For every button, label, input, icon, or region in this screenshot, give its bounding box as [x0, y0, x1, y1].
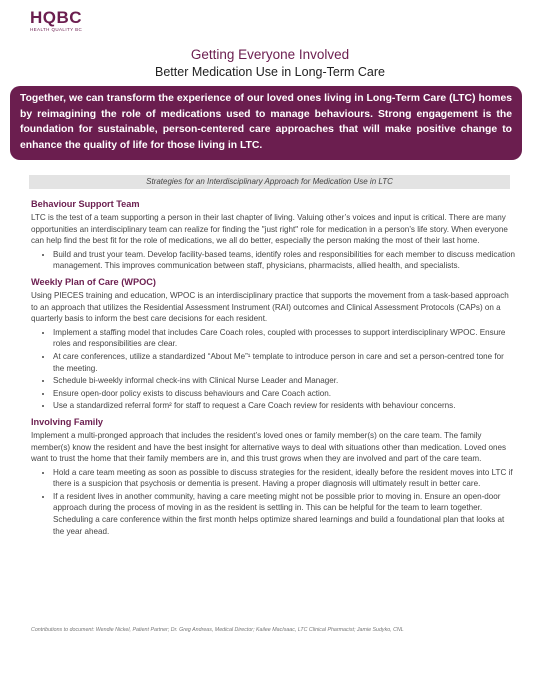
banner-text: Together, we can transform the experience of our loved ones living in Long-Term Care (LTC) homes by reimagining the role of medications used to manage behaviours. Strong engagement is the foundation for sustainable, person-centered care approaches that will make positive change to enhance the quality of life for those living in LTC.	[20, 93, 512, 151]
contributors-note: Contributions to document: Wendie Nickel, Patient Partner; Dr. Greg Andreas, Medical Director; Kailee MacIsaac, LTC Clinical Pharmacist; Jamie Sudyko, CNL	[31, 627, 404, 633]
list-item: • At care conferences, utilize a standardized “About Me”¹ template to introduce person in care and set a person-centred tone for the meeting.	[53, 351, 517, 374]
section-wpoc	[31, 276, 517, 412]
bullet-list	[31, 327, 517, 412]
hqbc-logo	[30, 8, 82, 32]
bullet-list	[31, 249, 517, 272]
section-paragraph: LTC is the test of a team supporting a person in their last chapter of living. Valuing other’s voices and input is critical. There are many opportunities an interdisciplinary team can realize for finding the "just right" role for medication in a person’s life story. When everyone can help find the best fit for the role of medications, we all do better, especially the person making the most of their last home.	[31, 213, 508, 246]
section-paragraph: Using PIECES training and education, WPOC is an interdisciplinary practice that supports the movement from a task-based approach to an approach that utilizes the Residential Assessment Instrument (RAI) outcomes and Clinical Assessment Protocols (CAPs) on a quarterly basis to inform the best care decisions for each resident.	[31, 290, 509, 324]
section-heading: Involving Family	[31, 416, 103, 427]
document-body	[31, 196, 517, 541]
bullet-list	[31, 467, 517, 538]
section-heading: Behaviour Support Team	[31, 199, 140, 209]
section-family	[31, 416, 517, 537]
list-item: • Build and trust your team. Develop facility-based teams, identify roles and responsibilities for each member to discuss medication management. This improves communication between staff, physicians, pharmacists, allied health, and specialists.	[53, 249, 517, 272]
list-item: • Hold a care team meeting as soon as possible to discuss strategies for the resident, ideally before the resident moves into LTC if there is a suspicion that psychosis or dementia is present. Having a proper diagnosis will ultimately result in better care.	[53, 467, 517, 490]
logo-mark: HQBC	[30, 8, 83, 27]
document-subtitle: Better Medication Use in Long-Term Care	[155, 65, 385, 79]
document-title: Getting Everyone Involved	[190, 47, 350, 62]
list-item: • If a resident lives in another community, having a care meeting might not be possible prior to moving in. Ensure an open-door approach during the process of moving in as the resident is settling in. This can be helpful for the team to learn together. Scheduling a care conference within the first month helps optimize shared learnings and build a foundational plan that looks at the year ahead.	[53, 491, 517, 537]
intro-banner	[10, 86, 522, 160]
logo-subtitle: HEALTH QUALITY BC	[30, 27, 83, 32]
list-item: • Ensure open-door policy exists to discuss behaviours and Care Coach action.	[53, 388, 517, 400]
list-item: • Schedule bi-weekly informal check-ins with Clinical Nurse Leader and Manager.	[53, 375, 517, 387]
section-paragraph: Implement a multi-pronged approach that includes the resident’s loved ones or family member(s) on the care team. The family member(s) know the resident and have the best insight for alternative ways to deal with situations other than medication. Loved ones want to trust the home that their family members are in, and this trust grows when they are involved and part of the care team.	[31, 430, 507, 464]
section-behaviour	[31, 198, 517, 272]
list-item: • Use a standardized referral form² for staff to request a Care Coach review for residents with behaviour concerns.	[53, 400, 517, 412]
section-heading: Weekly Plan of Care (WPOC)	[31, 276, 156, 287]
strategies-heading: Strategies for an Interdisciplinary Approach for Medication Use in LTC	[29, 175, 510, 189]
list-item: • Implement a staffing model that includes Care Coach roles, coupled with processes to support interdisciplinary WPOC. Ensure roles and responsibilities are clear.	[53, 327, 517, 350]
